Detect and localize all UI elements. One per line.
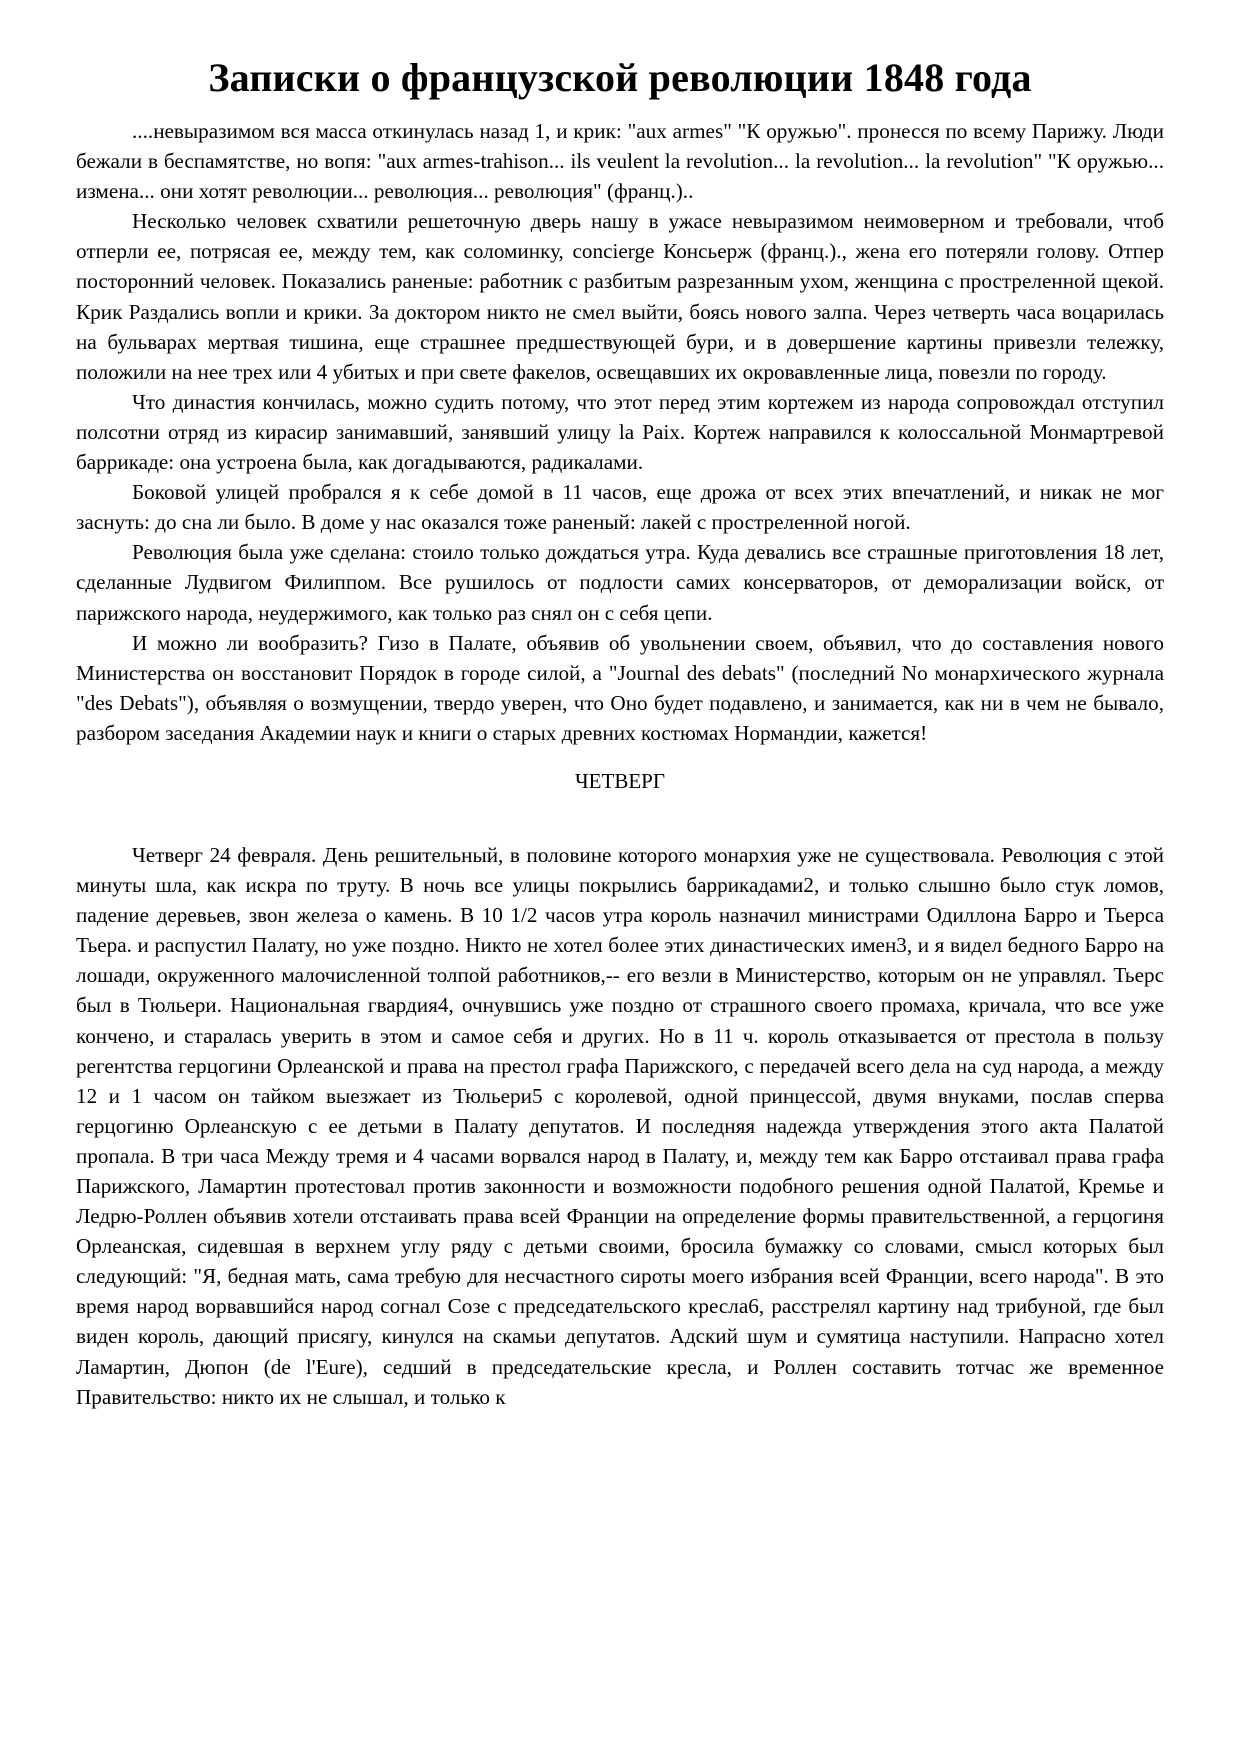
- paragraph: И можно ли вообразить? Гизо в Палате, объявив об увольнении своем, объявил, что до составления нового Министерства он восстановит Порядок в городе силой, а "Journal des debats" (последний No монархического журнала "des Debats"), объявляя о возмущении, твердо уверен, что Оно будет подавлено, и занимается, как ни в чем не бывало, разбором заседания Академии наук и книги о старых древних костюмах Нормандии, кажется!: [76, 630, 1164, 745]
- paragraph: Боковой улицей пробрался я к себе домой в 11 часов, еще дрожа от всех этих впечатлений, и никак не мог заснуть: до сна ли было. В доме у нас оказался тоже раненый: лакей с простреленной ногой.: [76, 480, 1164, 535]
- document-title: Записки о французской революции 1848 года: [208, 55, 1032, 100]
- paragraph: ....невыразимом вся масса откинулась назад 1, и крик: "aux armes" "К оружью". пронесся по всему Парижу. Люди бежали в беспамятстве, но вопя: "aux armes-trahison... ils veulent la revolution... la revolution... la revolution" "К оружью... измена... они хотят революции... революция... революция" (франц.)..: [76, 119, 1164, 204]
- paragraph: Революция была уже сделана: стоило только дождаться утра. Куда девались все страшные приготовления 18 лет, сделанные Лудвигом Филиппом. Все рушилось от подлости самих консерваторов, от деморализации войск, от парижского народа, неудержимого, как только раз снял он с себя цепи.: [76, 540, 1164, 625]
- paragraph: Что династия кончилась, можно судить потому, что этот перед этим кортежем из народа сопровождал отступил полсотни отряд из кирасир занимавший, занявший улицу la Paix. Кортеж направился к колоссальной Монмартревой баррикаде: она устроена была, как догадываются, радикалами.: [76, 389, 1164, 475]
- section-heading: ЧЕТВЕРГ: [575, 768, 665, 793]
- paragraph: Четверг 24 февраля. День решительный, в половине которого монархия уже не существовала. Революция с этой минуты шла, как искра по труту. В ночь все улицы покрылись баррикадами2, и только слышно было стук ломов, падение деревьев, звон железа о камень. В 10 1/2 часов утра король назначил министрами Одиллона Барро и Тьерса Тьера. и распустил Палату, но уже поздно. Никто не хотел более этих династических имен3, и я видел бедного Барро на лошади, окруженного малочисленной толпой работников,-- его везли в Министерство, которым он не управлял. Тьерс был в Тюльери. Национальная гвардия4, очнувшись уже поздно от страшного своего промаха, кричала, что все уже кончено, и старалась уверить в этом и самое себя и других. Но в 11 ч. король отказывается от престола в пользу регентства герцогини Орлеанской и права на престол графа Парижского, с передачей всего дела на суд народа, а между 12 и 1 часом он тайком выезжает из Тюльери5 с королевой, одной принцессой, двумя внуками, послав сперва герцогиню Орлеанскую с ее детьми в Палату депутатов. И последняя надежда утверждения этого акта Палатой пропала. В три часа Между тремя и 4 часами ворвался народ в Палату, и, между тем как Барро отстаивал права графа Парижского, Ламартин протестовал против законности и возможности подобного решения одной Палатой, Кремье и Ледрю-Роллен объявив хотели отстаивать права всей Франции на определение формы правительственной, а герцогиня Орлеанская, сидевшая в верхнем углу ряду с детьми своими, бросила бумажку со словами, смысл которых был следующий: "Я, бедная мать, сама требую для несчастного сироты моего избрания всей Франции, всего народа". В это время народ ворвавшийся народ согнал Созе с председательского кресла6, расстрелял картину над трибуной, где был виден король, дающий присягу, кинулся на скамьи депутатов. Адский шум и сумятица наступили. Напрасно хотел Ламартин, Дюпон (de l'Eure), седший в председательские кресла, и Роллен составить тотчас же временное Правительство: никто их не слышал, и только к: [76, 842, 1164, 1409]
- document-body: [76, 116, 1164, 1412]
- document-page: [76, 52, 1164, 1412]
- paragraph: Несколько человек схватили решеточную дверь нашу в ужасе невыразимом неимоверном и требовали, чтоб отперли ее, потрясая ее, между тем, как соломинку, concierge Консьерж (франц.)., жена его потеряли голову. Отпер посторонний человек. Показались раненые: работник с разбитым разрезанным ухом, женщина с простреленной щекой. Крик Раздались вопли и крики. За доктором никто не смел выйти, боясь нового залпа. Через четверть часа воцарилась на бульварах мертвая тишина, еще страшнее предшествующей бури, и в довершение картины привезли тележку, положили на нее трех или 4 убитых и при свете факелов, освещавших их окровавленные лица, повезли по городу.: [76, 209, 1164, 384]
